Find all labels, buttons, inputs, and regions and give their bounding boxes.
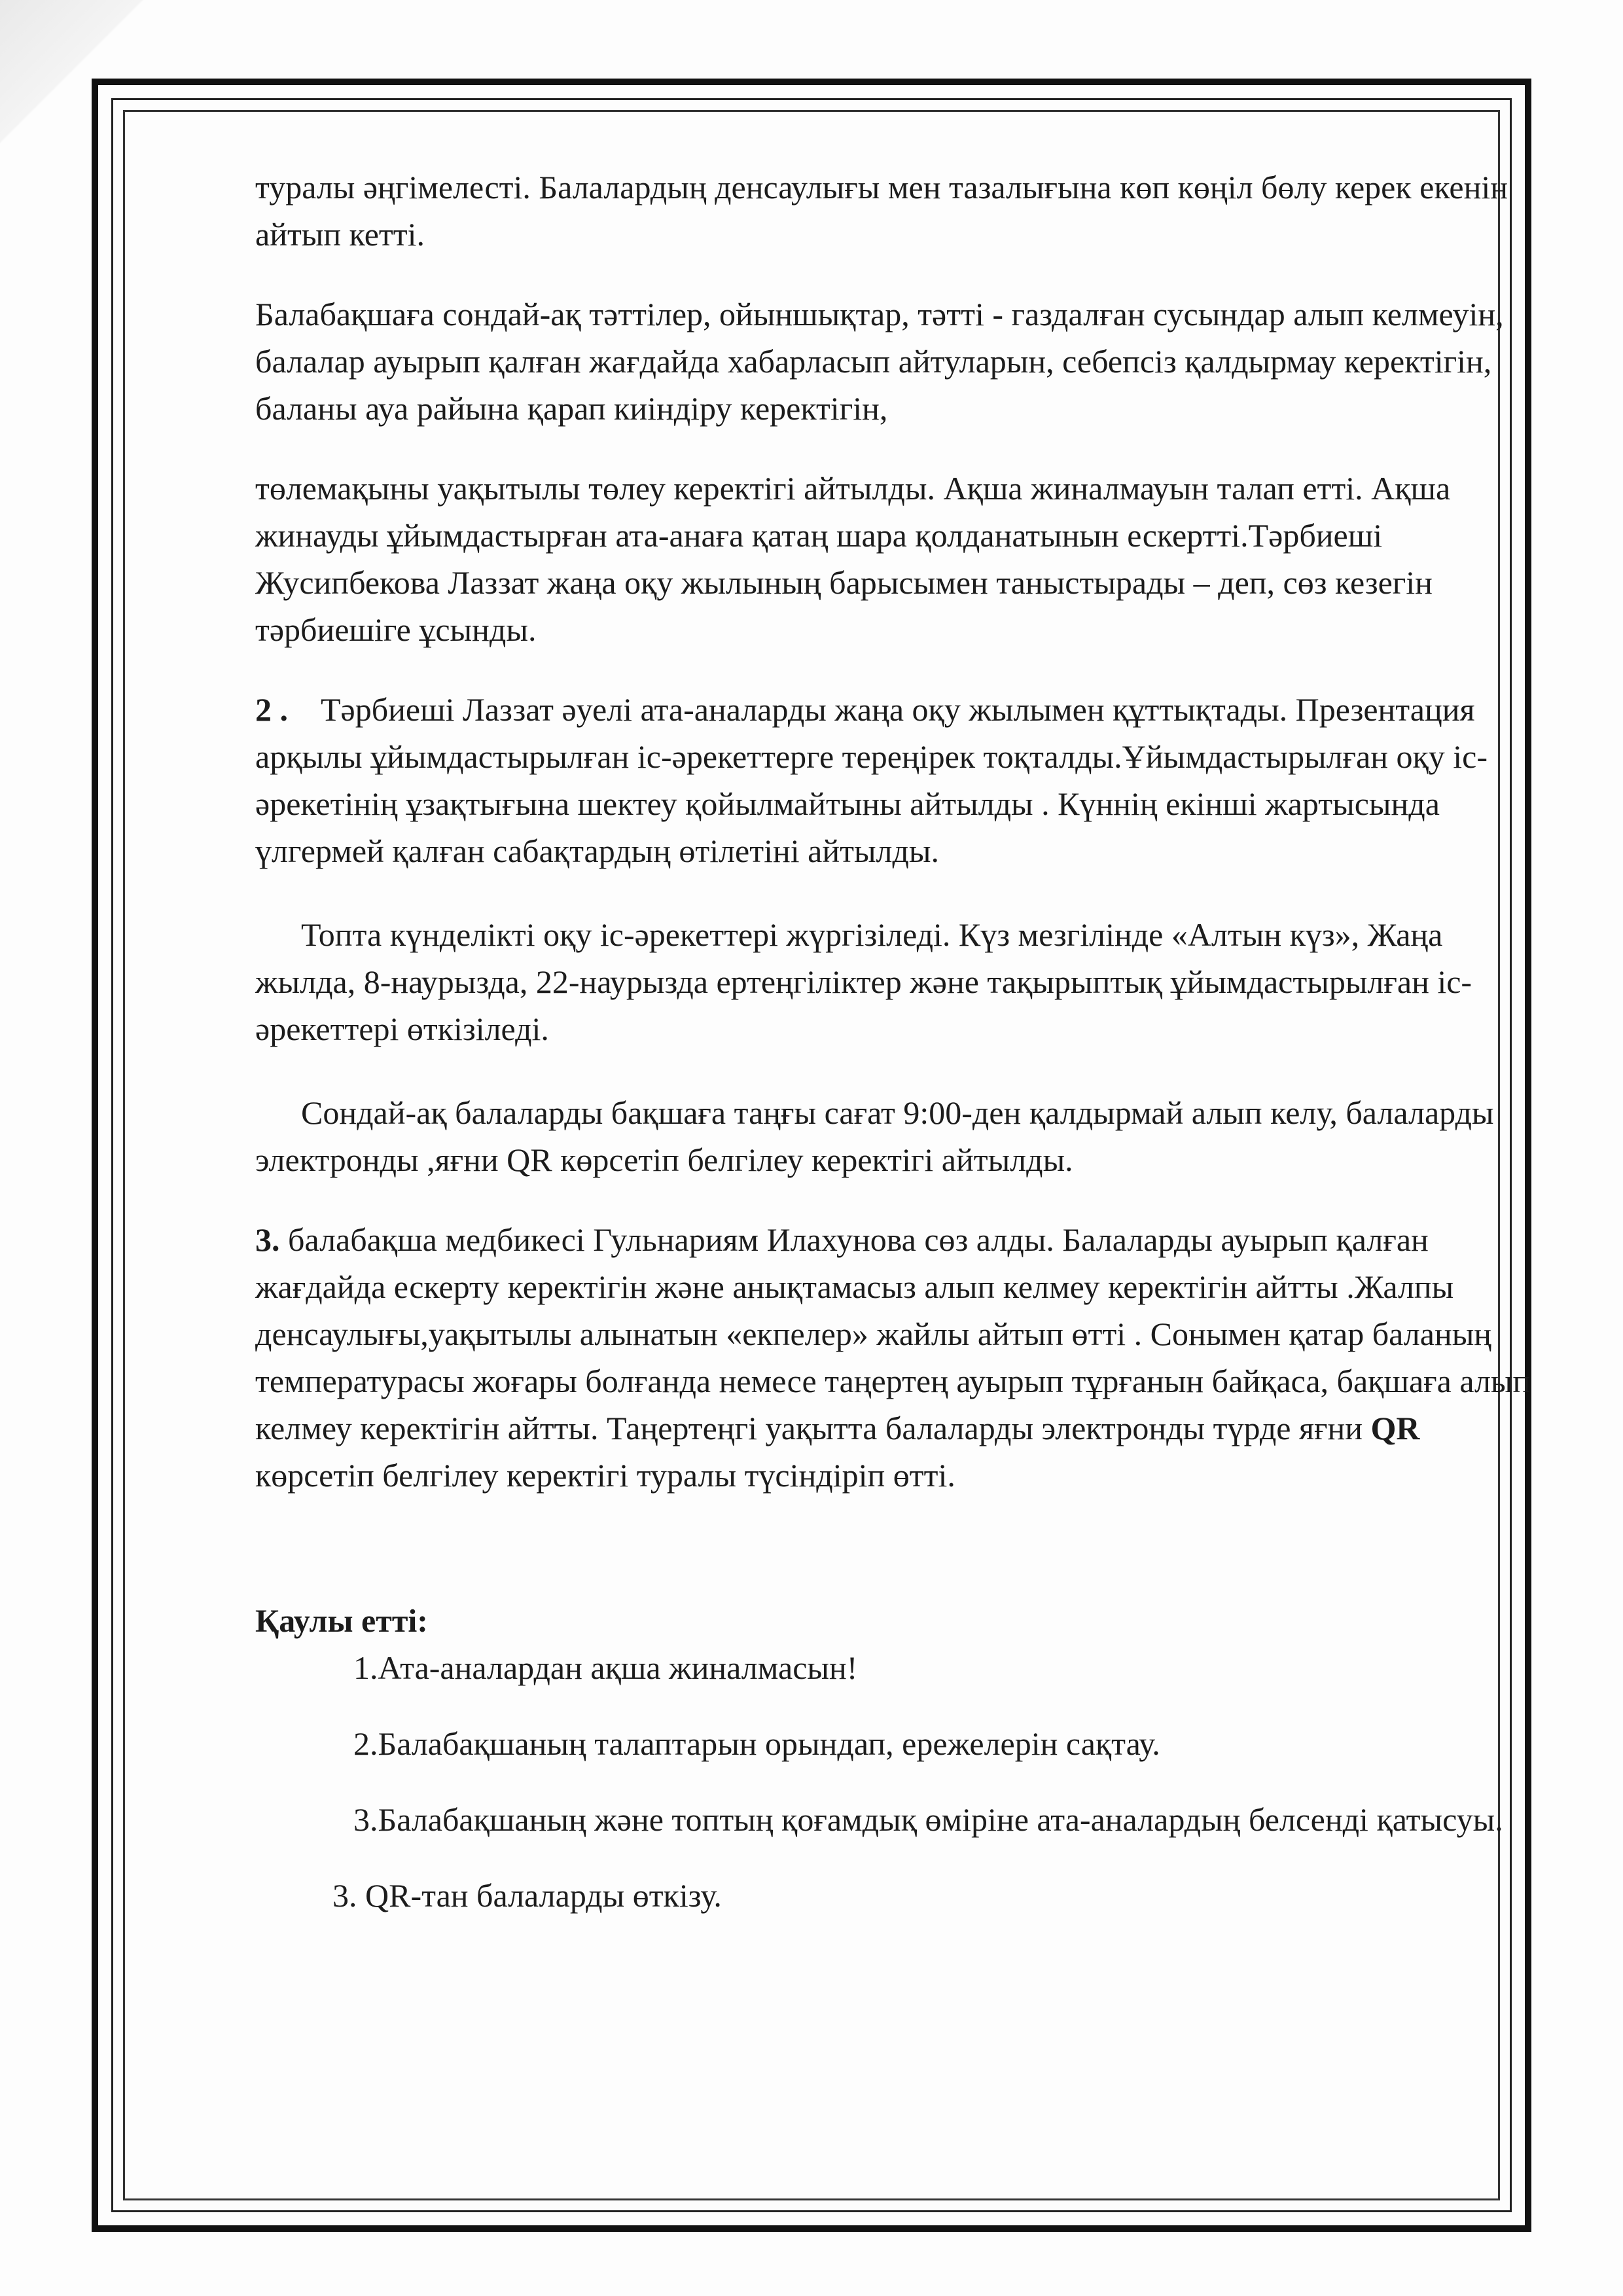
item-number-2: 2 . (255, 691, 288, 728)
paragraph-6: Сондай-ақ балаларды бақшаға таңғы сағат 9:00-ден қалдырмай алып келу, балаларды электронды ,яғни QR көрсетіп белгілеу керектігі айтылды. (255, 1094, 1494, 1178)
paragraph-3: төлемақыны уақытылы төлеу керектігі айтылды. Ақша жиналмауын талап етті. Ақша жинауды ұйымдастырған ата-анаға қатаң шара қолданатынын ескертті.Тәрбиеші Жусипбекова Лаззат жаңа оқу жылының барысымен таныстырады – деп, сөз кезегін тәрбиешіге ұсынды. (255, 470, 1451, 648)
paragraph-7-end: көрсетіп белгілеу керектігі туралы түсіндіріп өтті. (255, 1457, 955, 1494)
qr-bold-text: QR (1370, 1410, 1420, 1446)
paragraph-2: Балабақшаға сондай-ақ тәттілер, ойыншықтар, тәтті - газдалған сусындар алып келмеуін, балалар ауырып қалған жағдайда хабарласып айтуларын, себепсіз қалдырмау керектігін, баланы ауа райына қарап киіндіру керектігін, (255, 296, 1504, 427)
paragraph-4-text: Тәрбиеші Лаззат әуелі ата-аналарды жаңа оқу жылымен құттықтады. Презентация арқылы ұйымдастырылған іс-әрекеттерге тереңірек тоқталды.Ұйымдастырылған оқу іс-әрекетінің ұзақтығына шектеу қойылмайтыны айтылды . Күннің екінші жартысында үлгермей қалған сабақтардың өтілетіні айтылды. (255, 691, 1488, 869)
resolution-item-1: 1.Ата-аналардан ақша жиналмасын! (353, 1649, 858, 1686)
resolution-item-4: 3. QR-тан балаларды өткізу. (332, 1877, 722, 1914)
resolution-title: Қаулы етті: (255, 1602, 428, 1639)
paragraph-4 (255, 686, 1538, 874)
paragraph-7-text: балабақша медбикесі Гульнариям Илахунова сөз алды. Балаларды ауырып қалған жағдайда ескерту керектігін және анықтамасыз алып келмеу керектігін айтты .Жалпы денсаулығы,уақытылы алынатын «екпелер» жайлы айтып өтті . Сонымен қатар баланың температурасы жоғары болғанда немесе таңертең ауырып тұрғанын байқаса, бақшаға алып келмеу керектігін айтты. Таңертеңгі уақытта балаларды электронды түрде яғни (255, 1221, 1531, 1446)
paragraph-7 (255, 1216, 1538, 1499)
resolution-item-3: 3.Балабақшаның және топтың қоғамдық өміріне ата-аналардың белсенді қатысуы. (353, 1801, 1503, 1838)
paragraph-5: Топта күнделікті оқу іс-әрекеттері жүргізіледі. Күз мезгілінде «Алтын күз», Жаңа жылда, 8-наурызда, 22-наурызда ертеңгіліктер және тақырыптық ұйымдастырылған іс-әрекеттері өткізіледі. (255, 916, 1472, 1047)
item-number-3: 3. (255, 1221, 280, 1258)
resolution-item-2: 2.Балабақшаның талаптарын орындап, ережелерін сақтау. (353, 1725, 1160, 1762)
paragraph-1: туралы әңгімелесті. Балалардың денсаулығы мен тазалығына көп көңіл бөлу керек екенін айтып кетті. (255, 169, 1508, 253)
document-body (255, 164, 1538, 1919)
